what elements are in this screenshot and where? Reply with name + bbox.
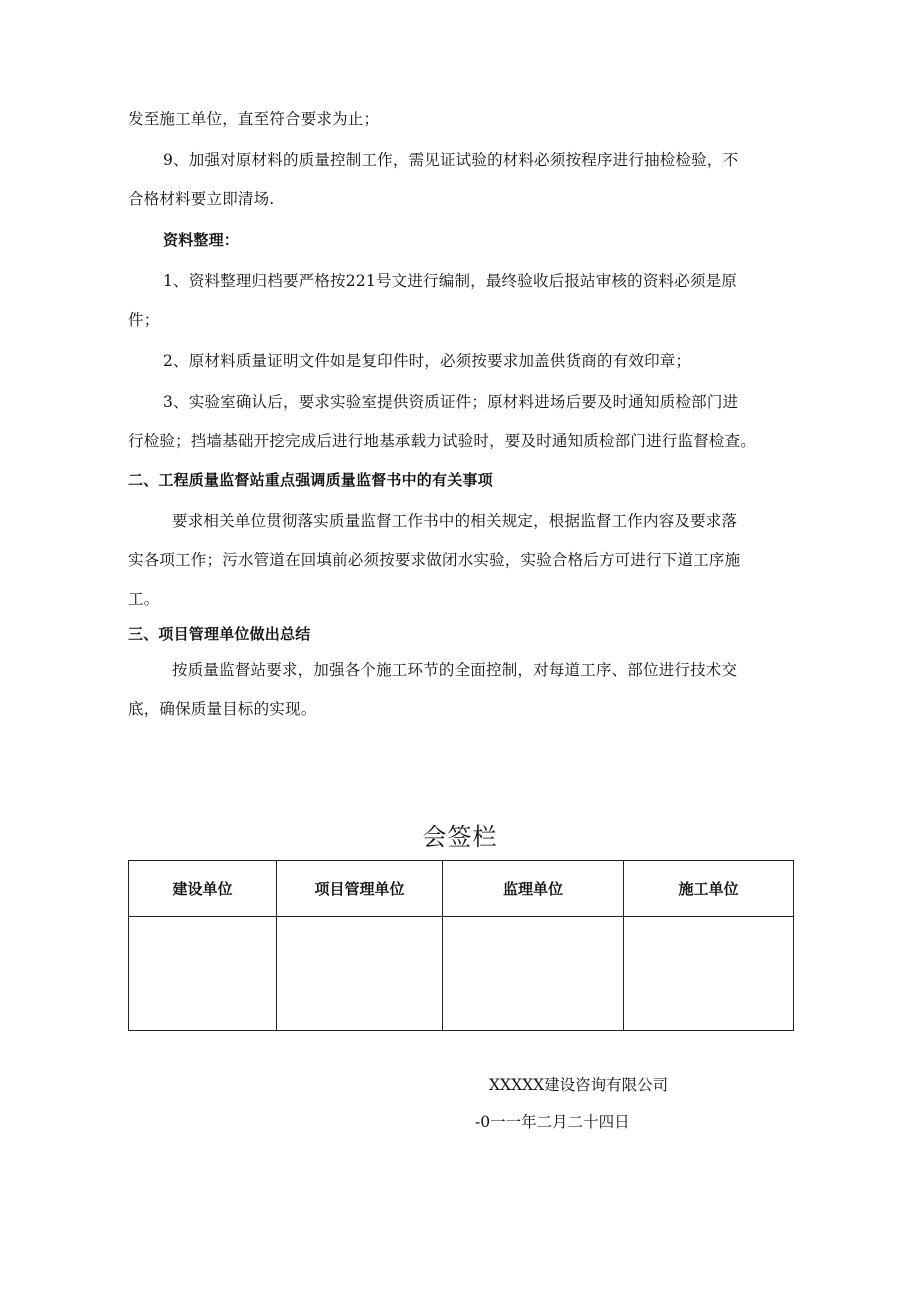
paragraph-line: 1、资料整理归档要严格按221号文进行编制，最终验收后报站审核的资料必须是原 (163, 272, 738, 290)
signature-table (128, 860, 794, 1031)
signature-title: 会签栏 (422, 823, 498, 851)
paragraph-line: 9、加强对原材料的质量控制工作，需见证试验的材料必须按程序进行抽检检验，不 (163, 151, 739, 169)
paragraph-line: 行检验；挡墙基础开挖完成后进行地基承载力试验时，要及时通知质检部门进行监督检查。 (128, 432, 757, 450)
section-subheading: 资料整理： (163, 231, 240, 249)
paragraph-line: 件； (128, 311, 160, 329)
document-date: -0一一年二月二十四日 (475, 1113, 630, 1131)
signature-column-header: 监理单位 (443, 861, 624, 917)
signature-cell (277, 917, 443, 1031)
signature-header-row (129, 861, 794, 917)
paragraph-line: 底，确保质量目标的实现。 (128, 700, 317, 718)
paragraph-line: 2、原材料质量证明文件如是复印件时，必须按要求加盖供货商的有效印章； (163, 352, 692, 370)
paragraph-line: 实各项工作；污水管道在回填前必须按要求做闭水实验，实验合格后方可进行下道工序施 (128, 551, 741, 569)
paragraph-line: 按质量监督站要求，加强各个施工环节的全面控制，对每道工序、部位进行技术交 (172, 661, 738, 679)
section-heading: 三、项目管理单位做出总结 (128, 625, 311, 643)
company-name: XXXXX建设咨询有限公司 (489, 1076, 669, 1094)
signature-column-header: 施工单位 (624, 861, 794, 917)
signature-cell (129, 917, 277, 1031)
signature-cell (624, 917, 794, 1031)
paragraph-line: 3、实验室确认后，要求实验室提供资质证件；原材料进场后要及时通知质检部门进 (163, 393, 739, 411)
paragraph-line: 工。 (128, 590, 160, 608)
paragraph-line: 要求相关单位贯彻落实质量监督工作书中的相关规定，根据监督工作内容及要求落 (172, 512, 738, 530)
section-heading: 二、工程质量监督站重点强调质量监督书中的有关事项 (128, 471, 493, 489)
signature-column-header: 项目管理单位 (277, 861, 443, 917)
paragraph-line: 发至施工单位，直至符合要求为止； (128, 110, 380, 128)
paragraph-line: 合格材料要立即清场. (128, 190, 275, 208)
signature-column-header: 建设单位 (129, 861, 277, 917)
signature-row (129, 917, 794, 1031)
signature-cell (443, 917, 624, 1031)
